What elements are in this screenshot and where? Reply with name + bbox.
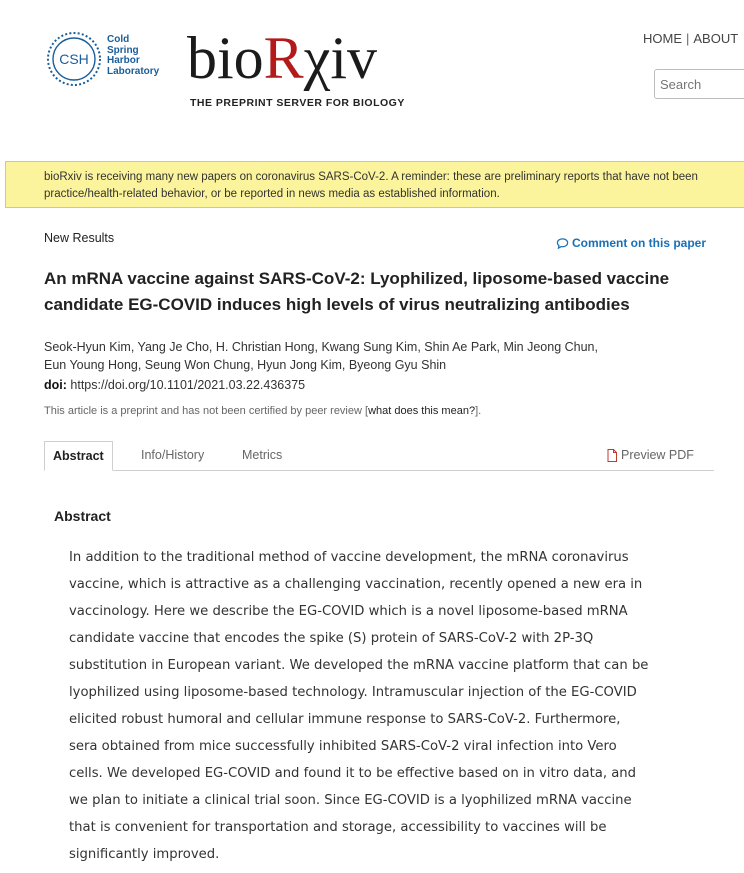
org-name-line: Cold [107, 34, 130, 45]
comment-on-paper-link[interactable] [556, 236, 706, 250]
doi [44, 378, 305, 392]
preview-pdf-link[interactable] [607, 448, 694, 462]
abstract-line: vaccinology. Here we describe the EG-COVID which is a novel liposome-based mRNA [69, 604, 628, 619]
abstract-line: we plan to initiate a clinical trial soon. Since EG-COVID is a lyophilized mRNA vaccine [69, 793, 632, 808]
abstract-line: sera obtained from mice successfully inhibited SARS-CoV-2 viral infection into Vero [69, 739, 617, 754]
abstract-line: candidate vaccine that encodes the spike (S) protein of SARS-CoV-2 with 2P-3Q [69, 631, 594, 646]
org-name-line: Harbor [107, 55, 140, 66]
comment-label: Comment on this paper [572, 236, 707, 250]
preprint-disclaimer [44, 405, 481, 417]
csh-initials: CSH [59, 51, 89, 67]
site-logo[interactable] [187, 24, 377, 92]
nav-separator: | [686, 31, 690, 46]
brand-part: bio [187, 25, 264, 91]
banner-line: practice/health-related behavior, or be reported in news media as established information. [44, 188, 500, 200]
nav-home-link[interactable]: HOME [643, 31, 682, 46]
author-line: Eun Young Hong, Seung Won Chung, Hyun Jong Kim, Byeong Gyu Shin [44, 358, 447, 372]
disclaimer-suffix: ]. [475, 405, 482, 417]
abstract-heading: Abstract [54, 508, 111, 524]
doi-label: doi: [44, 378, 67, 392]
abstract-line: vaccine, which is attractive as a challenging vaccination, recently opened a new era in [69, 577, 643, 592]
search-input[interactable] [654, 69, 744, 99]
abstract-line: substitution in European variant. We developed the mRNA vaccine platform that can be [69, 658, 649, 673]
brand-part-r: R [263, 25, 304, 91]
abstract-line: that is convenient for transportation and storage, accessibility to vaccines will be [69, 820, 607, 835]
top-nav [643, 31, 738, 46]
author-line: Seok-Hyun Kim, Yang Je Cho, H. Christian Hong, Kwang Sung Kim, Shin Ae Park, Min Jeong Chun, [44, 340, 598, 354]
abstract-body [69, 544, 709, 868]
tab-info-history[interactable]: Info/History [141, 448, 205, 462]
tab-metrics[interactable]: Metrics [242, 448, 283, 462]
org-name-line: Laboratory [107, 65, 160, 77]
what-does-this-mean-link[interactable]: what does this mean? [368, 405, 476, 417]
pdf-label: Preview PDF [621, 448, 694, 462]
title-line: An mRNA vaccine against SARS-CoV-2: Lyophilized, liposome-based vaccine [44, 269, 670, 288]
brand-part: χiv [303, 25, 378, 91]
csh-logo[interactable] [45, 30, 103, 88]
article-category: New Results [44, 231, 115, 245]
abstract-line: significantly improved. [69, 847, 220, 862]
org-name-line: Spring [107, 44, 139, 56]
abstract-line: cells. We developed EG-COVID and found it to be effective based on in vitro data, and [69, 766, 637, 781]
nav-about-link[interactable]: ABOUT [693, 31, 739, 46]
pdf-file-icon [607, 449, 617, 462]
article-title [44, 266, 704, 318]
author-list [44, 338, 598, 374]
abstract-line: lyophilized using liposome-based technology. Intramuscular injection of the EG-COVID [69, 685, 637, 700]
doi-link[interactable]: https://doi.org/10.1101/2021.03.22.436375 [70, 378, 306, 392]
org-name [107, 35, 159, 77]
banner-line: bioRxiv is receiving many new papers on coronavirus SARS-CoV-2. A reminder: these are preliminary reports that have not been [44, 171, 698, 183]
disclaimer-text: This article is a preprint and has not been certified by peer review [ [44, 405, 369, 417]
abstract-line: elicited robust humoral and cellular immune response to SARS-CoV-2. Furthermore, [69, 712, 621, 727]
title-line: candidate EG-COVID induces high levels of virus neutralizing antibodies [44, 295, 630, 314]
tab-abstract[interactable]: Abstract [44, 441, 113, 471]
abstract-line: In addition to the traditional method of vaccine development, the mRNA coronavirus [69, 550, 629, 565]
speech-bubble-icon [556, 237, 569, 250]
covid-notice-banner [5, 161, 744, 208]
tagline: THE PREPRINT SERVER FOR BIOLOGY [190, 97, 405, 109]
